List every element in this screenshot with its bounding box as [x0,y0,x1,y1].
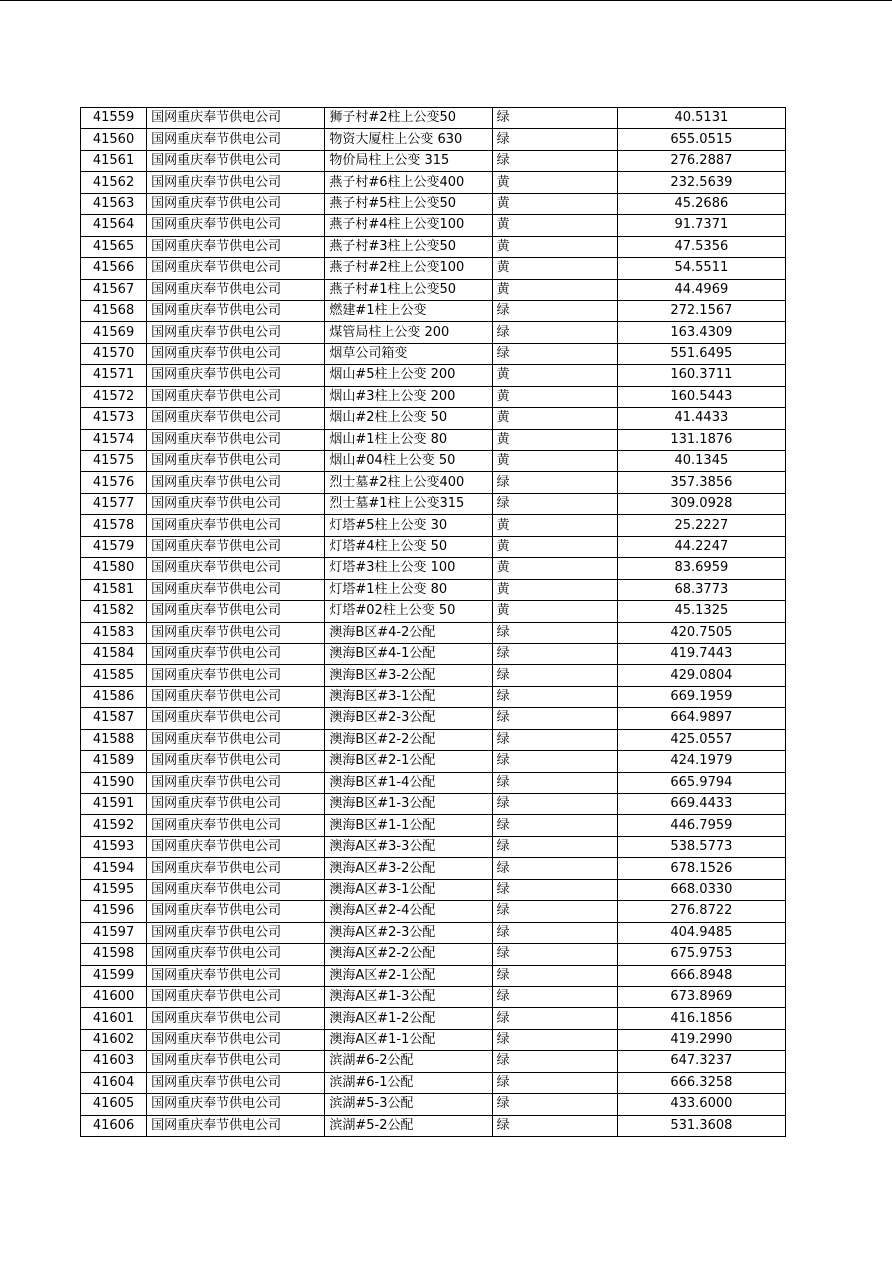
row-id-cell: 41568 [81,300,147,321]
status-cell: 绿 [492,836,617,857]
status-cell: 黄 [492,172,617,193]
value-cell: 276.8722 [617,901,785,922]
company-cell: 国网重庆奉节供电公司 [147,493,325,514]
status-cell: 绿 [492,1051,617,1072]
value-cell: 272.1567 [617,300,785,321]
table-row [81,472,786,493]
table-row [81,729,786,750]
table-row [81,365,786,386]
transformer-name-cell: 澳海A区#2-3公配 [325,922,492,943]
row-id-cell: 41581 [81,579,147,600]
table-row [81,622,786,643]
table-row [81,836,786,857]
status-cell: 绿 [492,922,617,943]
status-cell: 绿 [492,300,617,321]
value-cell: 131.1876 [617,429,785,450]
transformer-name-cell: 澳海B区#2-1公配 [325,751,492,772]
row-id-cell: 41573 [81,408,147,429]
status-cell: 绿 [492,1008,617,1029]
company-cell: 国网重庆奉节供电公司 [147,836,325,857]
value-cell: 163.4309 [617,322,785,343]
row-id-cell: 41575 [81,451,147,472]
value-cell: 47.5356 [617,236,785,257]
company-cell: 国网重庆奉节供电公司 [147,150,325,171]
table-row [81,1094,786,1115]
transformer-name-cell: 澳海B区#1-4公配 [325,772,492,793]
company-cell: 国网重庆奉节供电公司 [147,815,325,836]
row-id-cell: 41563 [81,193,147,214]
company-cell: 国网重庆奉节供电公司 [147,794,325,815]
transformer-name-cell: 烟山#5柱上公变 200 [325,365,492,386]
status-cell: 绿 [492,965,617,986]
company-cell: 国网重庆奉节供电公司 [147,236,325,257]
row-id-cell: 41588 [81,729,147,750]
status-cell: 绿 [492,665,617,686]
transformer-name-cell: 狮子村#2柱上公变50 [325,108,492,129]
company-cell: 国网重庆奉节供电公司 [147,193,325,214]
value-cell: 675.9753 [617,944,785,965]
row-id-cell: 41590 [81,772,147,793]
company-cell: 国网重庆奉节供电公司 [147,429,325,450]
status-cell: 绿 [492,472,617,493]
table-row [81,322,786,343]
status-cell: 绿 [492,901,617,922]
value-cell: 160.3711 [617,365,785,386]
status-cell: 绿 [492,708,617,729]
transformer-name-cell: 物价局柱上公变 315 [325,150,492,171]
row-id-cell: 41578 [81,515,147,536]
company-cell: 国网重庆奉节供电公司 [147,751,325,772]
row-id-cell: 41564 [81,215,147,236]
value-cell: 433.6000 [617,1094,785,1115]
value-cell: 424.1979 [617,751,785,772]
company-cell: 国网重庆奉节供电公司 [147,258,325,279]
value-cell: 45.2686 [617,193,785,214]
status-cell: 绿 [492,729,617,750]
company-cell: 国网重庆奉节供电公司 [147,1072,325,1093]
row-id-cell: 41577 [81,493,147,514]
company-cell: 国网重庆奉节供电公司 [147,408,325,429]
transformer-name-cell: 灯塔#4柱上公变 50 [325,536,492,557]
table-row [81,558,786,579]
row-id-cell: 41583 [81,622,147,643]
transformer-name-cell: 燕子村#5柱上公变50 [325,193,492,214]
table-row [81,944,786,965]
value-cell: 44.2247 [617,536,785,557]
table-row [81,708,786,729]
company-cell: 国网重庆奉节供电公司 [147,858,325,879]
table-row [81,772,786,793]
status-cell: 绿 [492,1115,617,1136]
transformer-name-cell: 滨湖#6-2公配 [325,1051,492,1072]
table-body [81,108,786,1137]
company-cell: 国网重庆奉节供电公司 [147,622,325,643]
table-row [81,751,786,772]
transformer-name-cell: 澳海A区#2-2公配 [325,944,492,965]
table-row [81,515,786,536]
table-row [81,1029,786,1050]
value-cell: 420.7505 [617,622,785,643]
company-cell: 国网重庆奉节供电公司 [147,322,325,343]
table-row [81,686,786,707]
company-cell: 国网重庆奉节供电公司 [147,729,325,750]
page-top-border [0,0,892,1]
row-id-cell: 41576 [81,472,147,493]
transformer-name-cell: 燕子村#6柱上公变400 [325,172,492,193]
transformer-name-cell: 灯塔#5柱上公变 30 [325,515,492,536]
company-cell: 国网重庆奉节供电公司 [147,772,325,793]
row-id-cell: 41584 [81,643,147,664]
row-id-cell: 41587 [81,708,147,729]
transformer-name-cell: 澳海B区#2-3公配 [325,708,492,729]
row-id-cell: 41599 [81,965,147,986]
company-cell: 国网重庆奉节供电公司 [147,708,325,729]
company-cell: 国网重庆奉节供电公司 [147,965,325,986]
row-id-cell: 41604 [81,1072,147,1093]
table-row [81,258,786,279]
table-row [81,601,786,622]
row-id-cell: 41598 [81,944,147,965]
transformer-name-cell: 澳海A区#1-3公配 [325,986,492,1007]
row-id-cell: 41572 [81,386,147,407]
company-cell: 国网重庆奉节供电公司 [147,386,325,407]
transformer-name-cell: 烈士墓#2柱上公变400 [325,472,492,493]
status-cell: 绿 [492,622,617,643]
value-cell: 25.2227 [617,515,785,536]
table-row [81,1115,786,1136]
transformer-data-table [80,107,786,1137]
value-cell: 665.9794 [617,772,785,793]
table-row [81,1072,786,1093]
value-cell: 669.4433 [617,794,785,815]
value-cell: 673.8969 [617,986,785,1007]
table-row [81,408,786,429]
table-row [81,1008,786,1029]
value-cell: 429.0804 [617,665,785,686]
row-id-cell: 41600 [81,986,147,1007]
row-id-cell: 41585 [81,665,147,686]
transformer-name-cell: 烟山#3柱上公变 200 [325,386,492,407]
row-id-cell: 41582 [81,601,147,622]
status-cell: 绿 [492,751,617,772]
company-cell: 国网重庆奉节供电公司 [147,472,325,493]
status-cell: 绿 [492,815,617,836]
row-id-cell: 41566 [81,258,147,279]
row-id-cell: 41596 [81,901,147,922]
company-cell: 国网重庆奉节供电公司 [147,986,325,1007]
status-cell: 黄 [492,429,617,450]
row-id-cell: 41574 [81,429,147,450]
transformer-name-cell: 澳海B区#4-1公配 [325,643,492,664]
value-cell: 666.8948 [617,965,785,986]
company-cell: 国网重庆奉节供电公司 [147,215,325,236]
value-cell: 91.7371 [617,215,785,236]
transformer-name-cell: 澳海A区#3-1公配 [325,879,492,900]
value-cell: 669.1959 [617,686,785,707]
table-row [81,665,786,686]
value-cell: 309.0928 [617,493,785,514]
value-cell: 83.6959 [617,558,785,579]
table-row [81,215,786,236]
company-cell: 国网重庆奉节供电公司 [147,1008,325,1029]
row-id-cell: 41562 [81,172,147,193]
value-cell: 668.0330 [617,879,785,900]
company-cell: 国网重庆奉节供电公司 [147,300,325,321]
transformer-name-cell: 澳海B区#3-2公配 [325,665,492,686]
status-cell: 绿 [492,986,617,1007]
row-id-cell: 41595 [81,879,147,900]
transformer-name-cell: 燕子村#4柱上公变100 [325,215,492,236]
value-cell: 655.0515 [617,129,785,150]
company-cell: 国网重庆奉节供电公司 [147,129,325,150]
company-cell: 国网重庆奉节供电公司 [147,601,325,622]
row-id-cell: 41580 [81,558,147,579]
value-cell: 357.3856 [617,472,785,493]
status-cell: 黄 [492,279,617,300]
table-row [81,536,786,557]
company-cell: 国网重庆奉节供电公司 [147,172,325,193]
transformer-name-cell: 灯塔#3柱上公变 100 [325,558,492,579]
status-cell: 绿 [492,129,617,150]
transformer-name-cell: 灯塔#02柱上公变 50 [325,601,492,622]
status-cell: 绿 [492,343,617,364]
table-row [81,279,786,300]
transformer-name-cell: 燕子村#1柱上公变50 [325,279,492,300]
transformer-name-cell: 煤管局柱上公变 200 [325,322,492,343]
transformer-name-cell: 澳海A区#2-1公配 [325,965,492,986]
company-cell: 国网重庆奉节供电公司 [147,922,325,943]
status-cell: 黄 [492,579,617,600]
transformer-name-cell: 灯塔#1柱上公变 80 [325,579,492,600]
status-cell: 黄 [492,408,617,429]
table-row [81,879,786,900]
status-cell: 黄 [492,515,617,536]
transformer-name-cell: 燕子村#2柱上公变100 [325,258,492,279]
company-cell: 国网重庆奉节供电公司 [147,108,325,129]
value-cell: 664.9897 [617,708,785,729]
status-cell: 黄 [492,215,617,236]
value-cell: 538.5773 [617,836,785,857]
status-cell: 绿 [492,643,617,664]
table-row [81,129,786,150]
value-cell: 678.1526 [617,858,785,879]
row-id-cell: 41565 [81,236,147,257]
value-cell: 647.3237 [617,1051,785,1072]
row-id-cell: 41571 [81,365,147,386]
row-id-cell: 41560 [81,129,147,150]
company-cell: 国网重庆奉节供电公司 [147,665,325,686]
status-cell: 黄 [492,536,617,557]
table-row [81,451,786,472]
table-row [81,108,786,129]
row-id-cell: 41597 [81,922,147,943]
status-cell: 绿 [492,493,617,514]
table-row [81,236,786,257]
table-row [81,300,786,321]
table-row [81,965,786,986]
status-cell: 绿 [492,1094,617,1115]
company-cell: 国网重庆奉节供电公司 [147,944,325,965]
value-cell: 404.9485 [617,922,785,943]
company-cell: 国网重庆奉节供电公司 [147,1115,325,1136]
transformer-name-cell: 澳海B区#2-2公配 [325,729,492,750]
row-id-cell: 41570 [81,343,147,364]
table-row [81,1051,786,1072]
status-cell: 黄 [492,451,617,472]
value-cell: 419.7443 [617,643,785,664]
row-id-cell: 41569 [81,322,147,343]
table-row [81,858,786,879]
value-cell: 41.4433 [617,408,785,429]
row-id-cell: 41601 [81,1008,147,1029]
company-cell: 国网重庆奉节供电公司 [147,686,325,707]
status-cell: 绿 [492,772,617,793]
value-cell: 68.3773 [617,579,785,600]
status-cell: 绿 [492,879,617,900]
table-row [81,794,786,815]
status-cell: 绿 [492,150,617,171]
company-cell: 国网重庆奉节供电公司 [147,1094,325,1115]
transformer-name-cell: 滨湖#5-3公配 [325,1094,492,1115]
status-cell: 绿 [492,794,617,815]
transformer-name-cell: 烟山#04柱上公变 50 [325,451,492,472]
value-cell: 666.3258 [617,1072,785,1093]
status-cell: 黄 [492,258,617,279]
status-cell: 绿 [492,944,617,965]
row-id-cell: 41605 [81,1094,147,1115]
transformer-name-cell: 燕子村#3柱上公变50 [325,236,492,257]
status-cell: 黄 [492,386,617,407]
status-cell: 黄 [492,365,617,386]
table-row [81,193,786,214]
row-id-cell: 41586 [81,686,147,707]
transformer-name-cell: 滨湖#5-2公配 [325,1115,492,1136]
row-id-cell: 41591 [81,794,147,815]
transformer-name-cell: 滨湖#6-1公配 [325,1072,492,1093]
table-row [81,815,786,836]
row-id-cell: 41589 [81,751,147,772]
status-cell: 绿 [492,1072,617,1093]
transformer-name-cell: 澳海A区#1-2公配 [325,1008,492,1029]
value-cell: 232.5639 [617,172,785,193]
transformer-name-cell: 澳海B区#1-1公配 [325,815,492,836]
transformer-name-cell: 烈士墓#1柱上公变315 [325,493,492,514]
row-id-cell: 41602 [81,1029,147,1050]
transformer-name-cell: 物资大厦柱上公变 630 [325,129,492,150]
transformer-name-cell: 烟草公司箱变 [325,343,492,364]
row-id-cell: 41606 [81,1115,147,1136]
value-cell: 45.1325 [617,601,785,622]
table-row [81,643,786,664]
transformer-name-cell: 烟山#2柱上公变 50 [325,408,492,429]
company-cell: 国网重庆奉节供电公司 [147,451,325,472]
table-row [81,150,786,171]
status-cell: 黄 [492,601,617,622]
row-id-cell: 41593 [81,836,147,857]
row-id-cell: 41559 [81,108,147,129]
row-id-cell: 41579 [81,536,147,557]
transformer-name-cell: 澳海B区#1-3公配 [325,794,492,815]
transformer-name-cell: 澳海A区#2-4公配 [325,901,492,922]
company-cell: 国网重庆奉节供电公司 [147,579,325,600]
value-cell: 531.3608 [617,1115,785,1136]
company-cell: 国网重庆奉节供电公司 [147,279,325,300]
transformer-name-cell: 燃建#1柱上公变 [325,300,492,321]
transformer-name-cell: 烟山#1柱上公变 80 [325,429,492,450]
row-id-cell: 41592 [81,815,147,836]
status-cell: 绿 [492,1029,617,1050]
row-id-cell: 41603 [81,1051,147,1072]
value-cell: 551.6495 [617,343,785,364]
company-cell: 国网重庆奉节供电公司 [147,901,325,922]
value-cell: 276.2887 [617,150,785,171]
row-id-cell: 41567 [81,279,147,300]
row-id-cell: 41561 [81,150,147,171]
table-row [81,429,786,450]
status-cell: 黄 [492,193,617,214]
company-cell: 国网重庆奉节供电公司 [147,343,325,364]
value-cell: 416.1856 [617,1008,785,1029]
table-row [81,986,786,1007]
value-cell: 446.7959 [617,815,785,836]
company-cell: 国网重庆奉节供电公司 [147,643,325,664]
table-row [81,343,786,364]
company-cell: 国网重庆奉节供电公司 [147,558,325,579]
status-cell: 绿 [492,858,617,879]
status-cell: 黄 [492,558,617,579]
company-cell: 国网重庆奉节供电公司 [147,1029,325,1050]
table-row [81,386,786,407]
transformer-name-cell: 澳海A区#3-3公配 [325,836,492,857]
value-cell: 40.1345 [617,451,785,472]
value-cell: 160.5443 [617,386,785,407]
company-cell: 国网重庆奉节供电公司 [147,536,325,557]
value-cell: 419.2990 [617,1029,785,1050]
row-id-cell: 41594 [81,858,147,879]
transformer-name-cell: 澳海A区#1-1公配 [325,1029,492,1050]
company-cell: 国网重庆奉节供电公司 [147,879,325,900]
table-row [81,922,786,943]
company-cell: 国网重庆奉节供电公司 [147,1051,325,1072]
value-cell: 425.0557 [617,729,785,750]
value-cell: 44.4969 [617,279,785,300]
value-cell: 54.5511 [617,258,785,279]
table-row [81,493,786,514]
status-cell: 黄 [492,236,617,257]
table-row [81,579,786,600]
company-cell: 国网重庆奉节供电公司 [147,365,325,386]
status-cell: 绿 [492,322,617,343]
transformer-name-cell: 澳海B区#3-1公配 [325,686,492,707]
company-cell: 国网重庆奉节供电公司 [147,515,325,536]
table-row [81,172,786,193]
transformer-name-cell: 澳海B区#4-2公配 [325,622,492,643]
value-cell: 40.5131 [617,108,785,129]
transformer-name-cell: 澳海A区#3-2公配 [325,858,492,879]
table-row [81,901,786,922]
status-cell: 绿 [492,686,617,707]
status-cell: 绿 [492,108,617,129]
